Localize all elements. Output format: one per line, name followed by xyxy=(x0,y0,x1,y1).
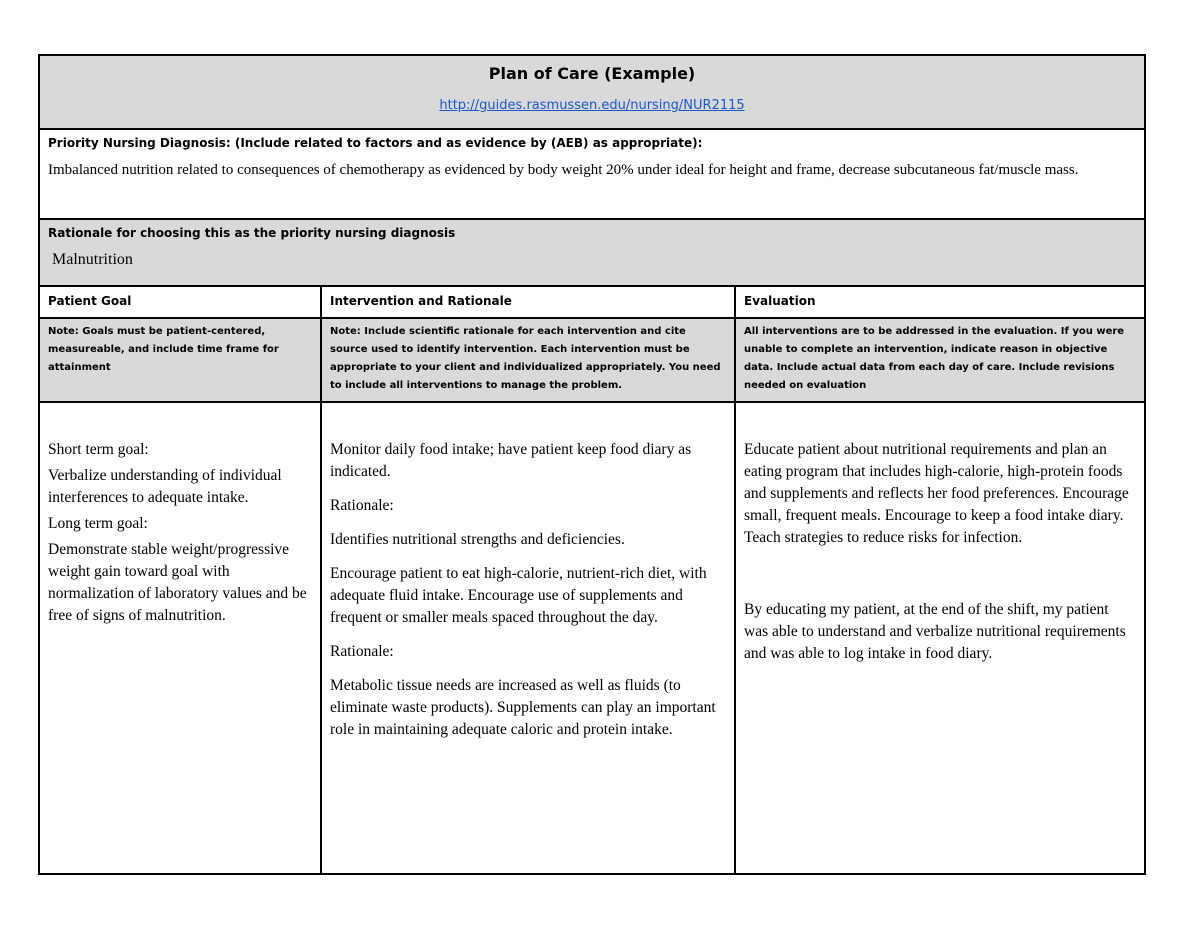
evaluation-header-label: Evaluation xyxy=(744,294,816,308)
column-header-row xyxy=(39,286,1145,318)
evaluation-paragraph-2: By educating my patient, at the end of the shift, my patient was able to understand and verbalize nutritional requirements and was able to log intake in food diary. xyxy=(744,601,1126,662)
rationale-label-1: Rationale: xyxy=(330,497,394,514)
header-row xyxy=(39,55,1145,129)
evaluation-content-cell xyxy=(735,402,1145,874)
diagnosis-row xyxy=(39,129,1145,219)
rationale-1: Identifies nutritional strengths and deficiencies. xyxy=(330,531,625,548)
diagnosis-label: Priority Nursing Diagnosis: (Include related to factors and as evidence by (AEB) as appropriate): xyxy=(48,136,703,150)
evaluation-paragraph-1: Educate patient about nutritional requirements and plan an eating program that includes high-calorie, high-protein foods and supplements and reflects her food preferences. Encourage small, frequent meals. Encourage to keep a food intake diary. Teach strategies to reduce risks for infection. xyxy=(744,441,1129,546)
rationale-cell xyxy=(39,219,1145,286)
rationale-label: Rationale for choosing this as the priority nursing diagnosis xyxy=(48,226,456,240)
plan-of-care-table xyxy=(38,54,1146,875)
goal-note: Note: Goals must be patient-centered, measureable, and include time frame for attainment xyxy=(48,326,279,373)
intervention-note: Note: Include scientific rationale for each intervention and cite source used to identify intervention. Each intervention must be appropriate to your client and individualized appropriately. You need to include all interventions to manage the problem. xyxy=(330,326,721,391)
column-header-intervention xyxy=(321,286,735,318)
note-cell-intervention xyxy=(321,318,735,402)
rationale-2: Metabolic tissue needs are increased as well as fluids (to eliminate waste products). Supplements can play an important role in maintaining adequate caloric and protein intake. xyxy=(330,677,716,738)
rationale-row xyxy=(39,219,1145,286)
intervention-content-cell xyxy=(321,402,735,874)
short-term-goal-text: Verbalize understanding of individual interferences to adequate intake. xyxy=(48,467,282,506)
evaluation-spacer xyxy=(744,561,1136,599)
column-header-evaluation xyxy=(735,286,1145,318)
diagnosis-text: Imbalanced nutrition related to consequences of chemotherapy as evidenced by body weight 20% under ideal for height and frame, decrease subcutaneous fat/muscle mass. xyxy=(48,162,1079,178)
column-header-goal xyxy=(39,286,321,318)
goal-content-cell xyxy=(39,402,321,874)
notes-row xyxy=(39,318,1145,402)
goal-header-label: Patient Goal xyxy=(48,294,132,308)
intervention-2: Encourage patient to eat high-calorie, nutrient-rich diet, with adequate fluid intake. Encourage use of supplements and frequent or smaller meals spaced throughout the day. xyxy=(330,565,707,626)
diagnosis-cell xyxy=(39,129,1145,219)
header-cell xyxy=(39,55,1145,129)
long-term-goal-label: Long term goal: xyxy=(48,515,148,532)
evaluation-note: All interventions are to be addressed in the evaluation. If you were unable to complete an intervention, indicate reason in objective data. Include actual data from each day of care. Include revisions needed on evaluation xyxy=(744,326,1125,391)
note-cell-goal xyxy=(39,318,321,402)
page-title: Plan of Care (Example) xyxy=(488,64,696,83)
content-row xyxy=(39,402,1145,874)
long-term-goal-text: Demonstrate stable weight/progressive weight gain toward goal with normalization of laboratory values and be free of signs of malnutrition. xyxy=(48,541,307,624)
rationale-label-2: Rationale: xyxy=(330,643,394,660)
short-term-goal-label: Short term goal: xyxy=(48,441,149,458)
guide-link[interactable]: http://guides.rasmussen.edu/nursing/NUR2115 xyxy=(439,98,745,113)
note-cell-evaluation xyxy=(735,318,1145,402)
rationale-text: Malnutrition xyxy=(52,251,133,268)
intervention-1: Monitor daily food intake; have patient keep food diary as indicated. xyxy=(330,441,692,480)
intervention-header-label: Intervention and Rationale xyxy=(330,294,512,308)
